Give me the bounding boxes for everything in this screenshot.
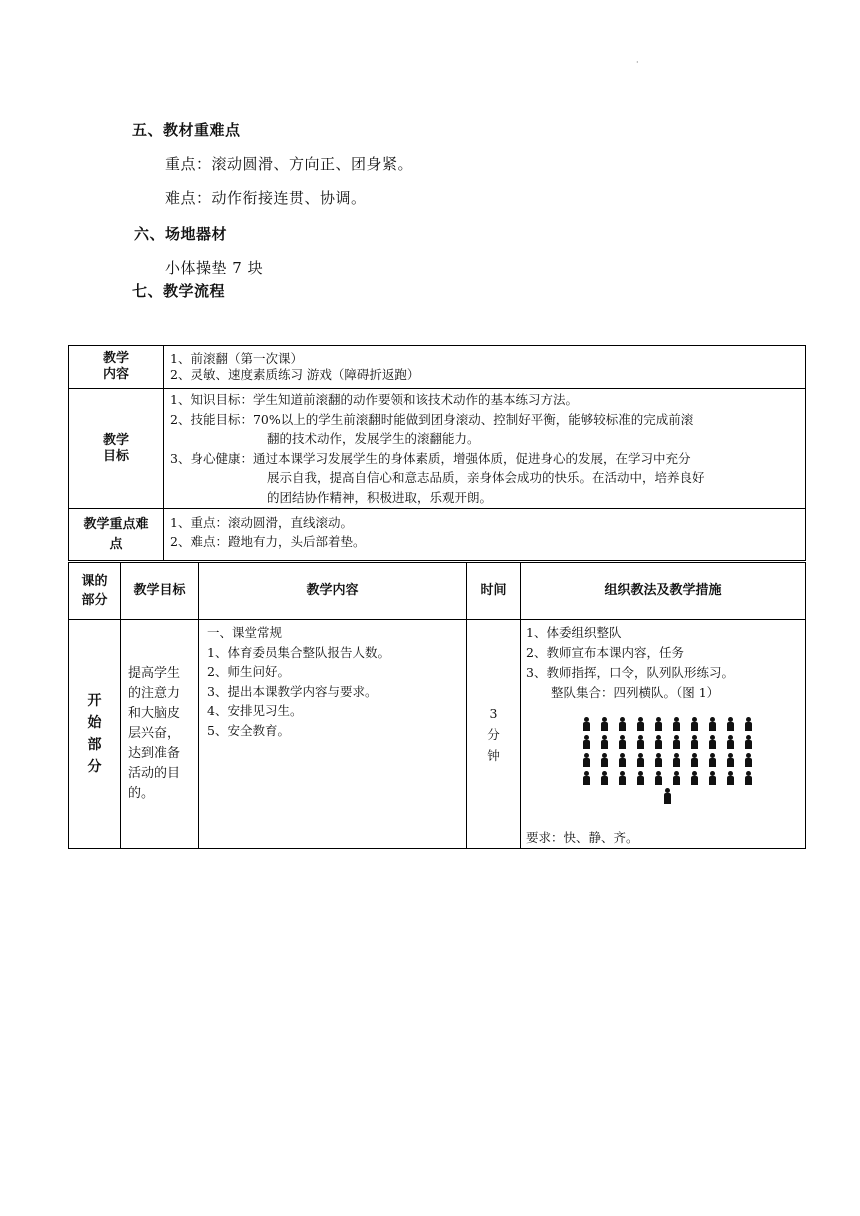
student-figure-icon xyxy=(686,735,704,749)
page-mark: · xyxy=(636,58,639,67)
equipment-text: 小体操垫 7 块 xyxy=(165,259,264,277)
content-cell xyxy=(164,346,806,389)
goal-line: 3、身心健康：通过本课学习发展学生的身体素质，增强体质，促进身心的发展，在学习中充分 xyxy=(170,450,691,466)
start-part-row xyxy=(69,620,806,849)
student-figure-icon xyxy=(704,717,722,731)
difficulty-text: 难点：动作衔接连贯、协调。 xyxy=(165,189,367,207)
student-figure-icon xyxy=(650,771,668,785)
header-part: 课的 部分 xyxy=(69,563,121,620)
student-figure-icon xyxy=(578,771,596,785)
goals-cell xyxy=(164,389,806,509)
student-figure-icon xyxy=(668,735,686,749)
content-item: 2、师生问好。 xyxy=(207,664,290,679)
content-row xyxy=(69,346,806,389)
student-figure-icon xyxy=(578,735,596,749)
header-objective: 教学目标 xyxy=(121,563,199,620)
student-figure-icon xyxy=(578,717,596,731)
student-figure-icon xyxy=(722,771,740,785)
focus-label: 教学重点难 点 xyxy=(69,509,164,561)
student-figure-icon xyxy=(686,717,704,731)
student-figure-icon xyxy=(740,753,758,767)
focus-row xyxy=(69,509,806,561)
student-figure-icon xyxy=(704,753,722,767)
start-objective: 提高学生 的注意力 和大脑皮 层兴奋， 达到准备 活动的目 的。 xyxy=(121,620,199,849)
section-5-title: 五、教材重难点 xyxy=(132,121,241,139)
student-figure-icon xyxy=(614,735,632,749)
student-figure-icon xyxy=(632,717,650,731)
method-item: 2、教师宣布本课内容，任务 xyxy=(526,645,684,660)
start-part-label: 开 始 部 分 xyxy=(69,620,121,849)
teacher-figure-icon xyxy=(659,788,677,804)
goals-row xyxy=(69,389,806,509)
method-item: 3、教师指挥，口令，队列队形练习。 xyxy=(526,665,734,680)
student-figure-icon xyxy=(722,735,740,749)
section-6-title: 六、场地器材 xyxy=(134,225,228,243)
focus-line: 1、重点：滚动圆滑，直线滚动。 xyxy=(170,515,353,530)
start-method-cell xyxy=(521,620,806,849)
student-figure-icon xyxy=(650,717,668,731)
content-item: 一、课堂常规 xyxy=(207,625,283,640)
lesson-info-table xyxy=(68,345,806,561)
start-time: 3 分 钟 xyxy=(467,620,521,849)
content-item: 5、安全教育。 xyxy=(207,722,290,738)
student-figure-icon xyxy=(614,771,632,785)
student-figure-icon xyxy=(596,771,614,785)
student-figure-icon xyxy=(686,771,704,785)
formation-diagram xyxy=(578,717,805,785)
header-row xyxy=(69,563,806,620)
goal-line: 1、知识目标：学生知道前滚翻的动作要领和该技术动作的基本练习方法。 xyxy=(170,392,578,407)
header-method: 组织教法及教学措施 xyxy=(521,563,806,620)
goals-label: 教学 目标 xyxy=(69,389,164,509)
content-line: 1、前滚翻（第一次课） xyxy=(170,351,303,366)
student-figure-icon xyxy=(722,753,740,767)
procedure-table xyxy=(68,562,806,849)
method-item: 整队集合：四列横队。（图 1） xyxy=(551,685,720,700)
student-figure-icon xyxy=(668,717,686,731)
student-figure-icon xyxy=(614,753,632,767)
student-figure-icon xyxy=(632,753,650,767)
content-label: 教学 内容 xyxy=(69,346,164,389)
method-item: 1、体委组织整队 xyxy=(526,625,622,640)
content-item: 4、安排见习生。 xyxy=(207,703,303,718)
goal-line: 2、技能目标：70%以上的学生前滚翻时能做到团身滚动、控制好平衡，能够较标准的完成前滚 xyxy=(170,411,694,427)
student-figure-icon xyxy=(740,771,758,785)
student-figure-icon xyxy=(596,735,614,749)
goal-line: 展示自我，提高自信心和意志品质，亲身体会成功的快乐。在活动中，培养良好 xyxy=(267,470,705,485)
header-content: 教学内容 xyxy=(199,563,467,620)
student-figure-icon xyxy=(578,753,596,767)
student-figure-icon xyxy=(632,735,650,749)
key-point-text: 重点：滚动圆滑、方向正、团身紧。 xyxy=(165,155,414,173)
header-time: 时间 xyxy=(467,563,521,620)
student-figure-icon xyxy=(740,735,758,749)
goal-line: 翻的技术动作，发展学生的滚翻能力。 xyxy=(267,431,480,446)
student-figure-icon xyxy=(632,771,650,785)
student-figure-icon xyxy=(614,717,632,731)
student-figure-icon xyxy=(596,753,614,767)
requirement-text: 要求：快、静、齐。 xyxy=(526,830,639,845)
student-figure-icon xyxy=(668,771,686,785)
section-7-title: 七、教学流程 xyxy=(132,282,226,300)
student-figure-icon xyxy=(650,753,668,767)
student-figure-icon xyxy=(740,717,758,731)
student-figure-icon xyxy=(596,717,614,731)
student-figure-icon xyxy=(704,735,722,749)
student-figure-icon xyxy=(686,753,704,767)
content-item: 1、体育委员集合整队报告人数。 xyxy=(207,644,390,660)
student-figure-icon xyxy=(704,771,722,785)
student-figure-icon xyxy=(668,753,686,767)
content-item: 3、提出本课教学内容与要求。 xyxy=(207,683,378,699)
student-figure-icon xyxy=(722,717,740,731)
content-line: 2、灵敏、速度素质练习 游戏（障碍折返跑） xyxy=(170,367,420,382)
student-figure-icon xyxy=(650,735,668,749)
start-content-cell xyxy=(199,620,467,849)
goal-line: 的团结协作精神，积极进取，乐观开朗。 xyxy=(267,489,493,505)
focus-cell xyxy=(164,509,806,561)
focus-line: 2、难点：蹬地有力，头后部着垫。 xyxy=(170,534,366,549)
